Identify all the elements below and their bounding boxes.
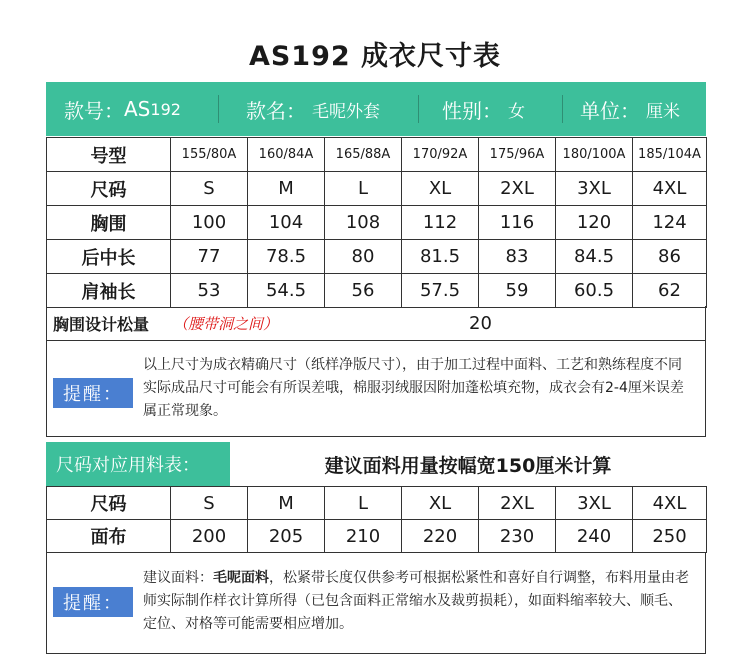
table-cell: 120: [556, 206, 633, 240]
table-cell: 108: [325, 206, 402, 240]
table-cell: 250: [633, 520, 707, 553]
table-row: [47, 487, 707, 520]
unit-field: [580, 82, 680, 136]
row-label: 胸围: [47, 206, 171, 240]
table-cell: 112: [402, 206, 479, 240]
ease-label: 胸围设计松量: [53, 314, 150, 334]
model-num: 192: [150, 99, 181, 119]
table-cell: 4XL: [633, 172, 707, 206]
fabric-bar: [46, 442, 706, 486]
table-cell: 83: [479, 240, 556, 274]
table-cell: 81.5: [402, 240, 479, 274]
table-cell: 160/84A: [248, 138, 325, 172]
table-cell: 2XL: [479, 487, 556, 520]
gender-value: 女: [508, 101, 525, 122]
table-cell: 240: [556, 520, 633, 553]
table-cell: 124: [633, 206, 707, 240]
table-cell: 116: [479, 206, 556, 240]
row-label: 尺码: [47, 487, 171, 520]
table-cell: 104: [248, 206, 325, 240]
row-label: 尺码: [47, 172, 171, 206]
unit-label: 单位：: [580, 98, 640, 123]
table-cell: 53: [171, 274, 248, 308]
table-cell: 200: [171, 520, 248, 553]
table-cell: 78.5: [248, 240, 325, 274]
tip-badge: 提醒：: [53, 587, 133, 617]
table-row: [47, 240, 707, 274]
tip-text: [143, 567, 695, 636]
table-row: [47, 274, 707, 308]
table-cell: M: [248, 172, 325, 206]
table-cell: 210: [325, 520, 402, 553]
name-field: [246, 82, 380, 136]
table-cell: 170/92A: [402, 138, 479, 172]
table-cell: 220: [402, 520, 479, 553]
tip-box: [46, 340, 706, 437]
tip-text-prefix: 建议面料：: [143, 570, 213, 586]
name-label: 款名：: [246, 98, 306, 123]
unit-value: 厘米: [646, 101, 680, 122]
tip-box: [46, 553, 706, 654]
table-cell: L: [325, 172, 402, 206]
tip-text: 以上尺寸为成衣精确尺寸（纸样净版尺寸），由于加工过程中面料、工艺和熟练程度不同实际成品尺寸可能会有所误差哦，棉服羽绒服因附加蓬松填充物，成衣会有2-4厘米误差属正常现象。: [143, 357, 684, 419]
table-row: [47, 520, 707, 553]
table-cell: 56: [325, 274, 402, 308]
table-cell: 77: [171, 240, 248, 274]
ease-note: （腰带洞之间）: [173, 314, 279, 333]
ease-value: 20: [469, 312, 492, 334]
table-cell: 155/80A: [171, 138, 248, 172]
table-cell: M: [248, 487, 325, 520]
table-cell: 165/88A: [325, 138, 402, 172]
model-value: AS: [124, 97, 151, 121]
table-cell: 80: [325, 240, 402, 274]
table-cell: 180/100A: [556, 138, 633, 172]
table-cell: 86: [633, 240, 707, 274]
table-cell: S: [171, 487, 248, 520]
table-cell: 84.5: [556, 240, 633, 274]
table-cell: 4XL: [633, 487, 707, 520]
model-field: [64, 82, 181, 136]
table-cell: 175/96A: [479, 138, 556, 172]
table-row: [47, 172, 707, 206]
row-label: 后中长: [47, 240, 171, 274]
table-cell: 100: [171, 206, 248, 240]
info-bar: [46, 82, 706, 136]
row-label: 肩袖长: [47, 274, 171, 308]
table-cell: 2XL: [479, 172, 556, 206]
table-cell: 62: [633, 274, 707, 308]
table-cell: L: [325, 487, 402, 520]
fabric-table: [46, 486, 707, 553]
model-label: 款号：: [64, 98, 124, 123]
table-cell: 3XL: [556, 487, 633, 520]
table-row: [47, 206, 707, 240]
table-cell: 230: [479, 520, 556, 553]
fabric-bar-text: 建议面料用量按幅宽150厘米计算: [324, 454, 612, 477]
table-cell: 54.5: [248, 274, 325, 308]
divider: [418, 95, 419, 123]
table-cell: 185/104A: [633, 138, 707, 172]
table-cell: 59: [479, 274, 556, 308]
table-cell: XL: [402, 487, 479, 520]
ease-row: [46, 306, 706, 341]
row-label: 面布: [47, 520, 171, 553]
table-cell: 57.5: [402, 274, 479, 308]
fabric-bar-label: 尺码对应用料表：: [46, 442, 230, 486]
tip-text-bold: 毛呢面料: [213, 570, 269, 586]
page-title: AS192 成衣尺寸表: [248, 41, 502, 72]
divider: [562, 95, 563, 123]
name-value: 毛呢外套: [312, 101, 380, 122]
table-cell: 60.5: [556, 274, 633, 308]
table-row: [47, 138, 707, 172]
tip-text-rest: ，松紧带长度仅供参考可根据松紧性和喜好自行调整，布料用量由老师实际制作样衣计算所得（已包含面料正常缩水及裁剪损耗），如面料缩率较大、顺毛、定位、对格等可能需要相应增加。: [143, 570, 689, 632]
table-cell: S: [171, 172, 248, 206]
gender-field: [442, 82, 525, 136]
table-cell: 205: [248, 520, 325, 553]
table-cell: XL: [402, 172, 479, 206]
divider: [218, 95, 219, 123]
tip-badge: 提醒：: [53, 378, 133, 408]
gender-label: 性别：: [442, 98, 502, 123]
row-label: 号型: [47, 138, 171, 172]
size-table: [46, 137, 707, 308]
table-cell: 3XL: [556, 172, 633, 206]
